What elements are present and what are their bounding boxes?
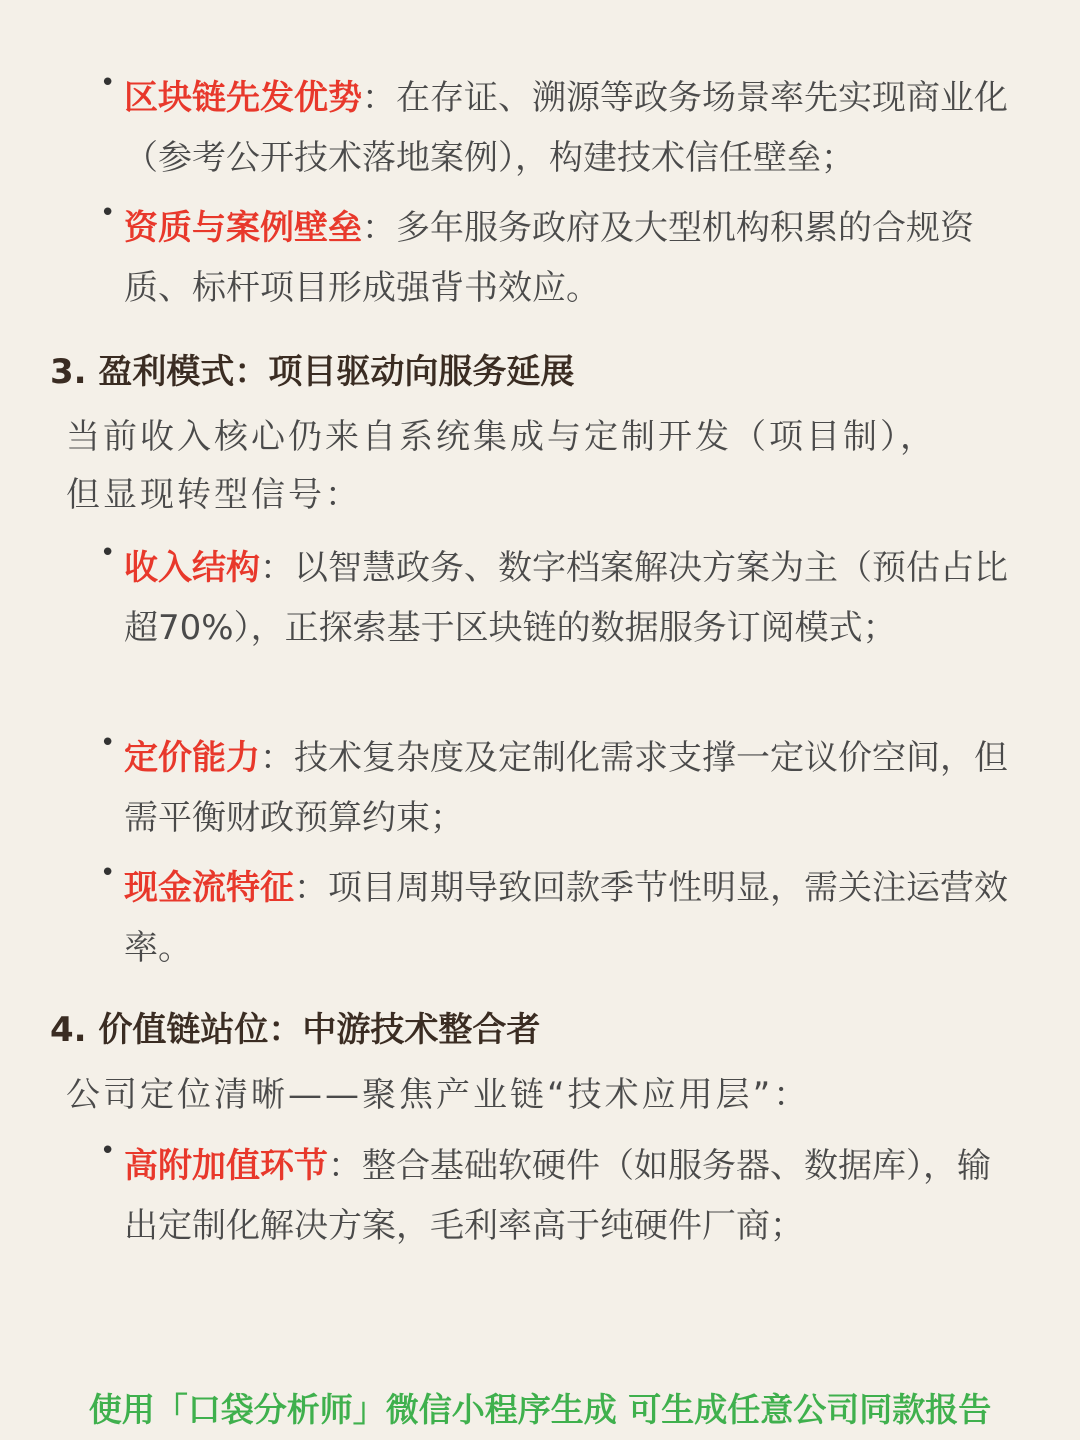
bullet-text: ：项目周期导致回款季节性明显，需关注运营效率。 xyxy=(124,868,1008,968)
bullet-dot: • xyxy=(100,198,116,228)
bullet-dot: • xyxy=(100,68,116,98)
bullet-key: 定价能力 xyxy=(124,738,260,778)
list-item xyxy=(100,538,1024,658)
bullet-key: 区块链先发优势 xyxy=(124,78,362,118)
section-intro: 公司定位清晰——聚焦产业链“技术应用层”： xyxy=(66,1075,811,1115)
bullet-dot: • xyxy=(100,1136,116,1166)
bullet-key: 高附加值环节 xyxy=(124,1146,328,1186)
list-item xyxy=(100,728,1024,848)
bullet-dot: • xyxy=(100,858,116,888)
bullet-text: ：在存证、溯源等政务场景率先实现商业化（参考公开技术落地案例），构建技术信任壁垒； xyxy=(124,78,1008,178)
list-item xyxy=(100,858,1024,978)
bullet-key: 现金流特征 xyxy=(124,868,294,908)
list-item xyxy=(100,198,1024,318)
bullet-text: ：以智慧政务、数字档案解决方案为主（预估占比超70%），正探索基于区块链的数据服务订阅模式； xyxy=(124,548,1008,648)
bullet-dot: • xyxy=(100,728,116,758)
section-intro: 当前收入核心仍来自系统集成与定制开发（项目制），但显现转型信号： xyxy=(66,417,937,515)
list-item xyxy=(100,1136,1024,1256)
section-heading: 4. 价值链站位：中游技术整合者 xyxy=(50,1010,541,1050)
bullet-text: ：多年服务政府及大型机构积累的合规资质、标杆项目形成强背书效应。 xyxy=(124,208,974,308)
section-heading: 3. 盈利模式：项目驱动向服务延展 xyxy=(50,352,575,392)
bullet-text: ：整合基础软硬件（如服务器、数据库），输出定制化解决方案，毛利率高于纯硬件厂商； xyxy=(124,1146,991,1246)
list-item xyxy=(100,68,1024,188)
bullet-key: 资质与案例壁垒 xyxy=(124,208,362,248)
bullet-dot: • xyxy=(100,538,116,568)
bullet-key: 收入结构 xyxy=(124,548,260,588)
bullet-text: ：技术复杂度及定制化需求支撑一定议价空间，但需平衡财政预算约束； xyxy=(124,738,1008,838)
footer-promo: 使用「口袋分析师」微信小程序生成 可生成任意公司同款报告 xyxy=(88,1390,992,1429)
